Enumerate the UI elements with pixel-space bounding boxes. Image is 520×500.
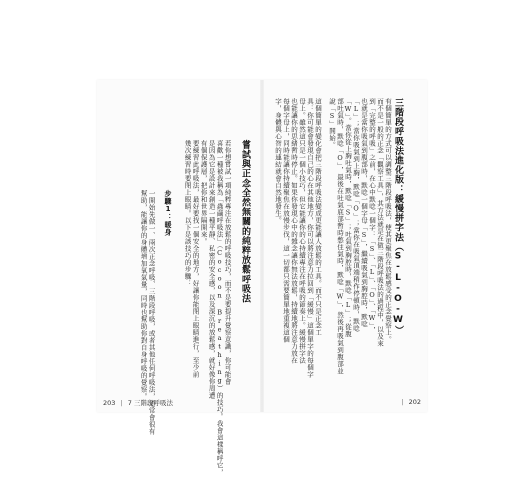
right-page-folio xyxy=(398,398,421,406)
book-gutter xyxy=(260,80,264,412)
right-page-number: 202 xyxy=(408,398,421,406)
left-page-folio xyxy=(103,398,173,407)
right-page-line: 而不是一般的正念「觀察工具」，其方法就是在做三階段呼吸法的過程中，以及來 xyxy=(376,98,384,347)
right-page-line: 有個簡單的方式可以調整三階段呼吸法，使其更聚焦在放鬆感受的正念覺察上。 xyxy=(384,98,392,343)
right-page-title: 三階段呼吸法進化版：緩慢拼字法（S-L-O-W） xyxy=(393,98,403,336)
step-heading: 步驟1：暖身 xyxy=(164,190,172,236)
right-page-line: 字，身體與心智的連結就會自然地發生。 xyxy=(274,98,282,224)
right-page-line: 「L」；當你吸氣到上胸，默唸「O」；當你在吸氣頂端稍作停頓時，默唸 xyxy=(352,98,360,332)
left-page-title: 嘗試與正念全然無關的純粹放鬆呼吸法 xyxy=(240,140,250,304)
left-page-line: 一開始先做一、兩次正念呼吸、三階段呼吸，或者其他任何呼吸法，通常會很有 xyxy=(147,190,156,435)
left-page-line: 是因為它是設計來創造一種平靜、私密的安全感，以及深沉的放鬆感，就好像你周遭 xyxy=(207,140,216,399)
left-page-line: 有個保護層，把你和世界隔開來。 xyxy=(199,140,208,245)
left-page-line: 幾次練習時要閉上眼睛。以下是該技巧的步驟： xyxy=(183,140,192,287)
folio-divider: | xyxy=(401,398,404,406)
right-page-line: 這個簡單的變化會把三階段呼吸法變成更能讓人放鬆的工具。而不只是正念工 xyxy=(314,98,322,336)
left-page-line: 要練習此呼吸法，最好要找一個安全的地方，好讓你能閉上眼睛進行，至少前 xyxy=(191,140,200,378)
right-page-line: 到「完整的呼吸」之前，在心中默唸一個字：「S」、「L」、「O」、「W」， xyxy=(368,98,376,334)
right-page-line: 具：你可能會發現自己的心在其他地方，你可以將注意力拉回到「緩慢」這個單字的每個字 xyxy=(306,98,314,378)
right-page-line: 母上。雖然這只是一個小技巧，但它能讓你的心持續專注在呼吸的節奏上。緩慢拼字法 xyxy=(298,98,306,364)
right-page-line: 也能讓你的思緒暫時停止。如果你發現心中的雜念讓你無法放鬆，持續地將注意力放在 xyxy=(290,98,298,364)
right-page-line: 部吐氣時，默唸「O」，最後在吐氣底部暫時憋住氣時，默唸「W」，然後再吸氣到腹部並 xyxy=(336,98,344,375)
left-page-line: 若你想嘗試一項純粹專注在放鬆的呼吸技巧，而不是要提升覺察意識，你可能會 xyxy=(223,140,232,385)
left-page-line: 喜歡一種被我稱為「蟲繭呼吸法」（Cocoon Breathing）的技巧。我會這樣稱呼它， xyxy=(215,140,224,476)
book-spread xyxy=(97,80,427,476)
right-page-line: 每個字母上，同時能讓你持續聚焦在放慢步伐，這一切都只需要簡單地重複這個 xyxy=(282,98,290,343)
left-page-line: 幫助，能讓你的身體增加氧氣量，同時也幫助你對自身呼吸的覺察。 xyxy=(139,190,148,400)
right-page-line: 說「S」開始。 xyxy=(328,98,336,149)
folio-divider: | xyxy=(120,399,123,407)
right-page-line: 「W」。當你從上胸吐氣時，默唸「S」；吐氣到胸腔時，默唸「L」；從腹 xyxy=(344,98,352,338)
left-page-running-head: 7 三階段呼吸法 xyxy=(127,399,173,407)
right-page-line: 也就是當你吸氣到腹部時，默唸一個字母「S」，繼續吸氣到胸腔時，默唸 xyxy=(360,98,368,328)
left-page-number: 203 xyxy=(103,399,116,407)
